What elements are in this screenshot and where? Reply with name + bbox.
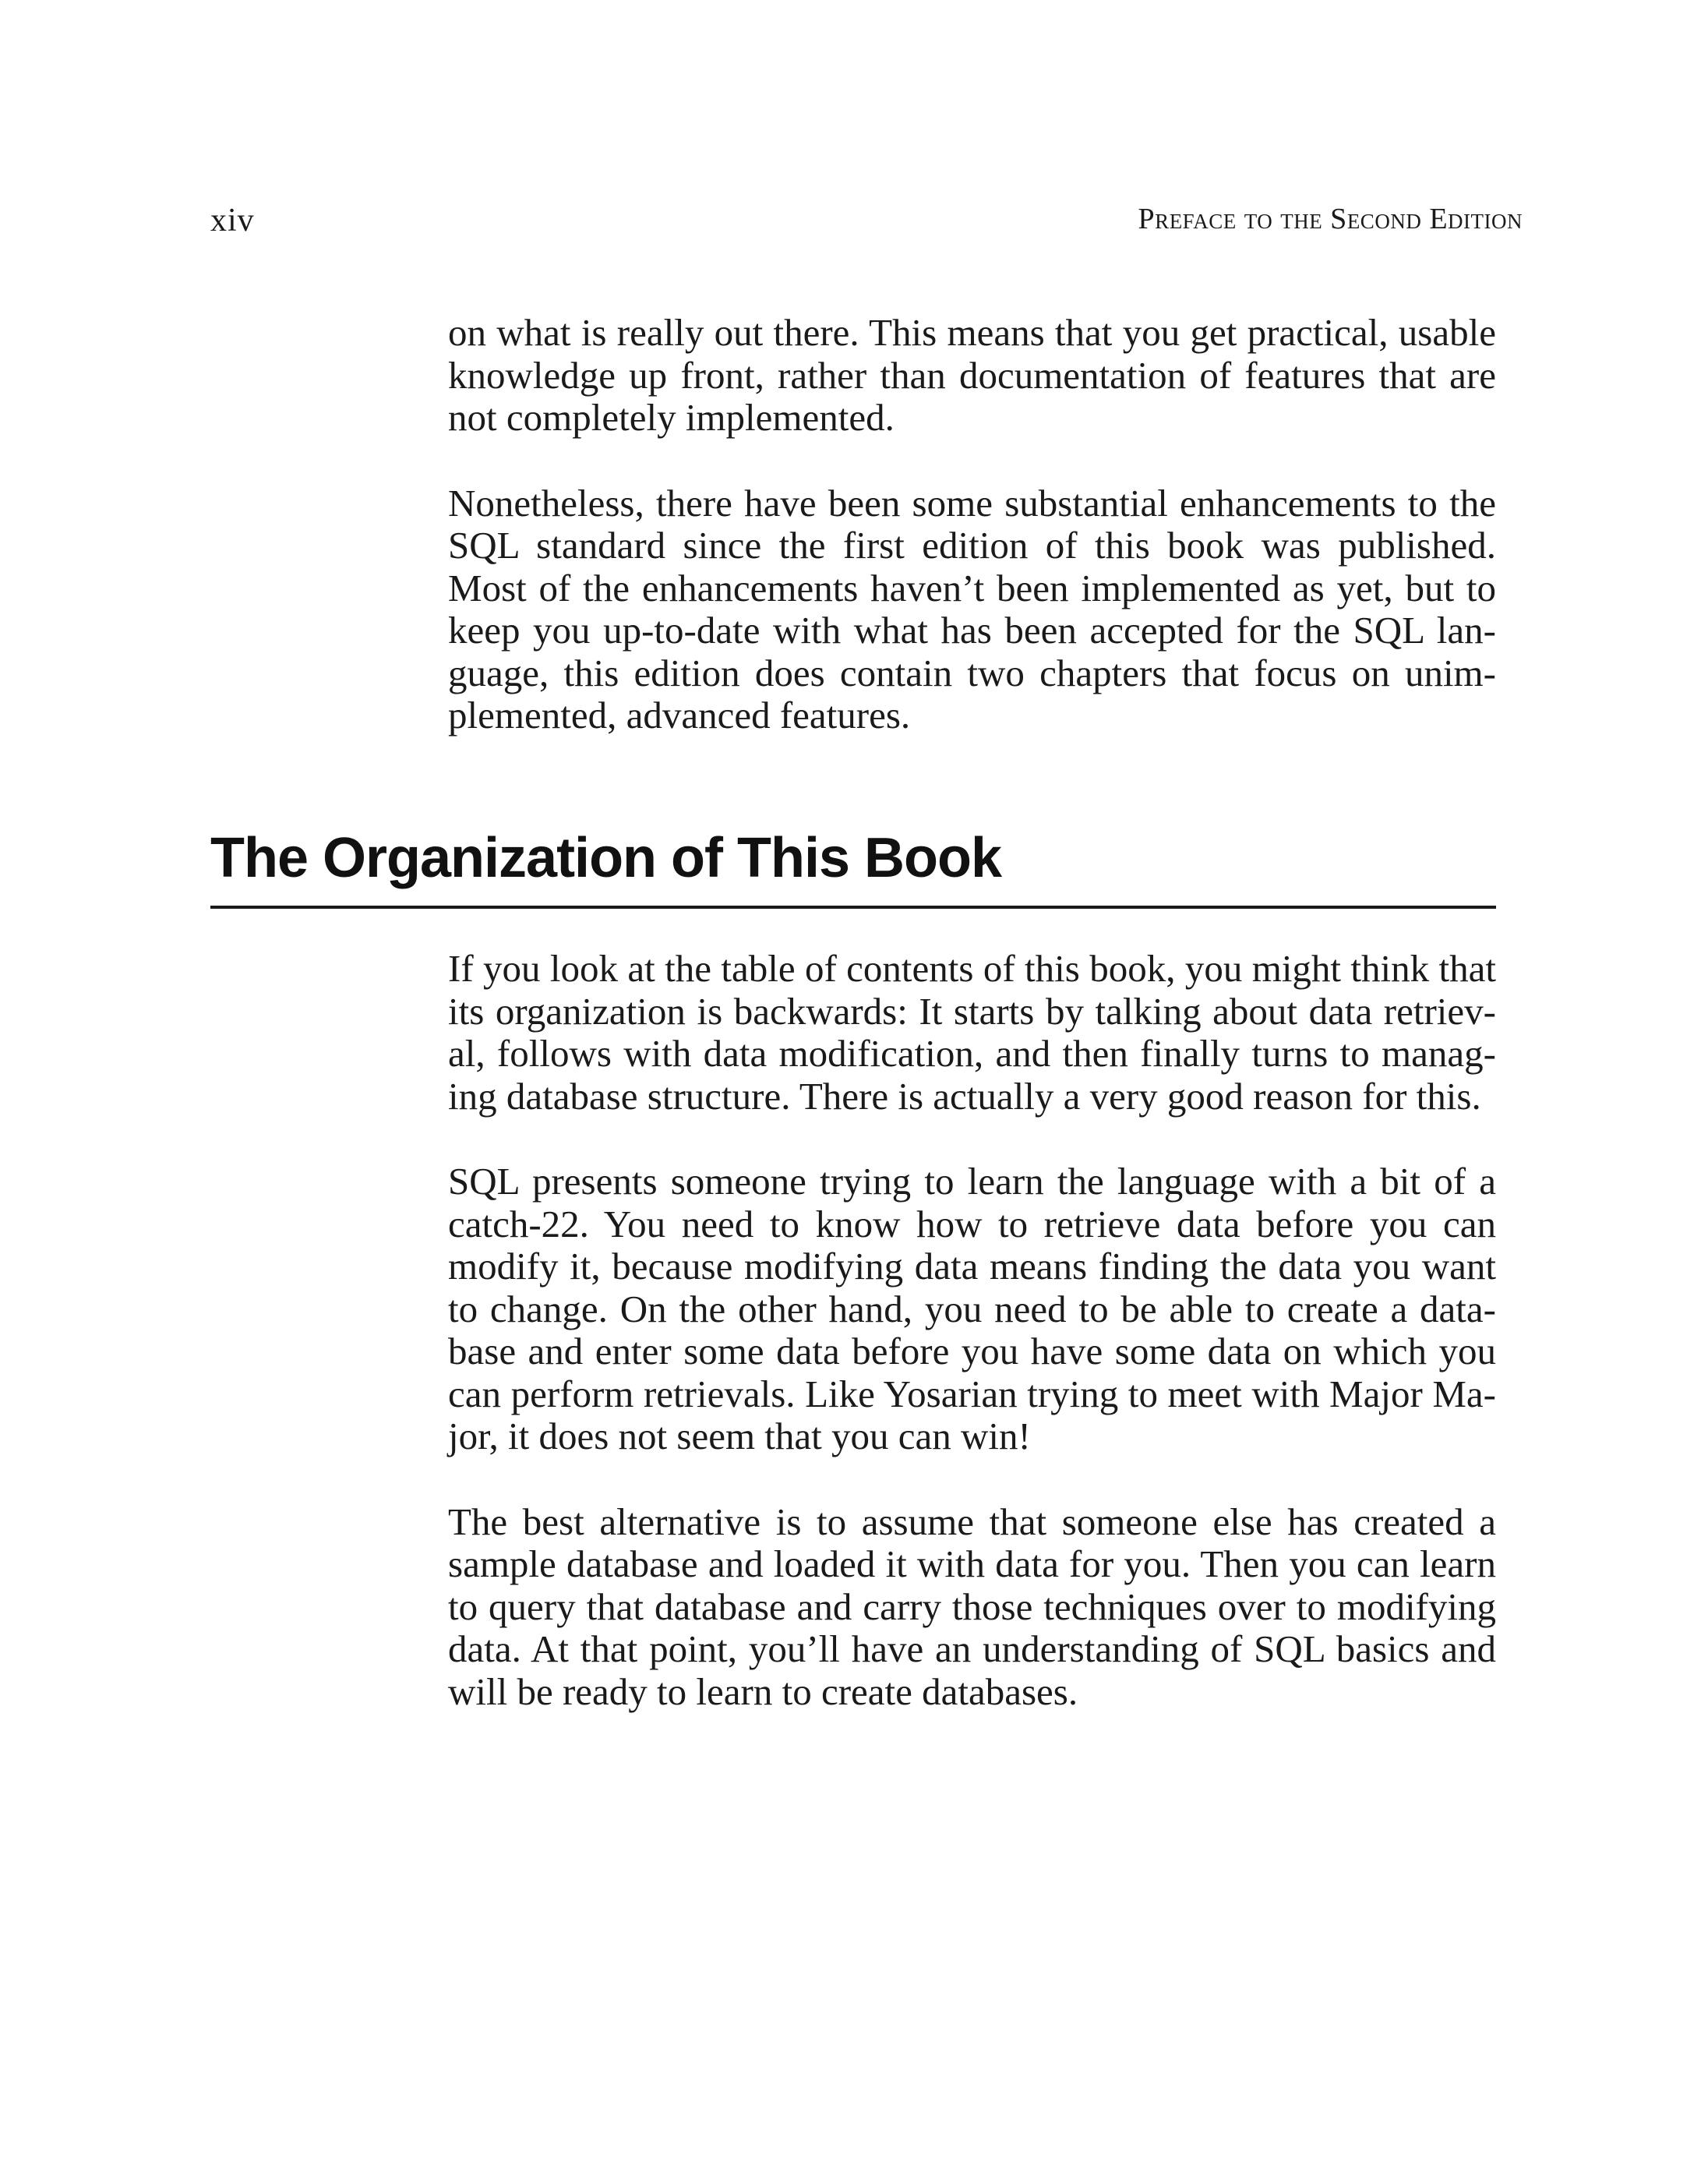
paragraph: SQL presents someone trying to learn the language with a bit of a catch-22. You need to know how to retrieve data before you can modify it, because modifying data means finding the data you want to change. On the other hand, you need to be able to create a database and enter some data before you have some data on which you can perform retrievals. Like Yosarian trying to meet with Major Major, it does not seem that you can win!: [448, 1160, 1496, 1457]
section-heading: The Organization of This Book: [210, 829, 1496, 909]
paragraph: on what is really out there. This means that you get practical, usable knowledge up front, rather than documentation of features that are not completely implemented.: [448, 311, 1496, 439]
paragraph: Nonetheless, there have been some substantial enhancements to the SQL standard since the first edition of this book was published. Most of the enhancements haven’t been implemented as yet, but to keep you up-to-date with what has been accepted for the SQL language, this edition does contain two chapters that focus on unimplemented, advanced features.: [448, 481, 1496, 737]
paragraph: If you look at the table of contents of this book, you might think that its organization is backwards: It starts by talking about data retrieval, follows with data modification, and then finally turns to managing database structure. There is actually a very good reason for this.: [448, 947, 1496, 1118]
page-number: xiv: [210, 203, 255, 238]
running-head: Preface to the Second Edition: [1138, 203, 1523, 235]
paragraph: The best alternative is to assume that someone else has created a sample database and loaded it with data for you. Then you can learn to query that database and carry those techniques over to modifying data. At that point, you’ll have an understanding of SQL basics and will be ready to learn to create databases.: [448, 1500, 1496, 1713]
section-body: [448, 948, 1496, 1756]
intro-text: [448, 312, 1496, 780]
